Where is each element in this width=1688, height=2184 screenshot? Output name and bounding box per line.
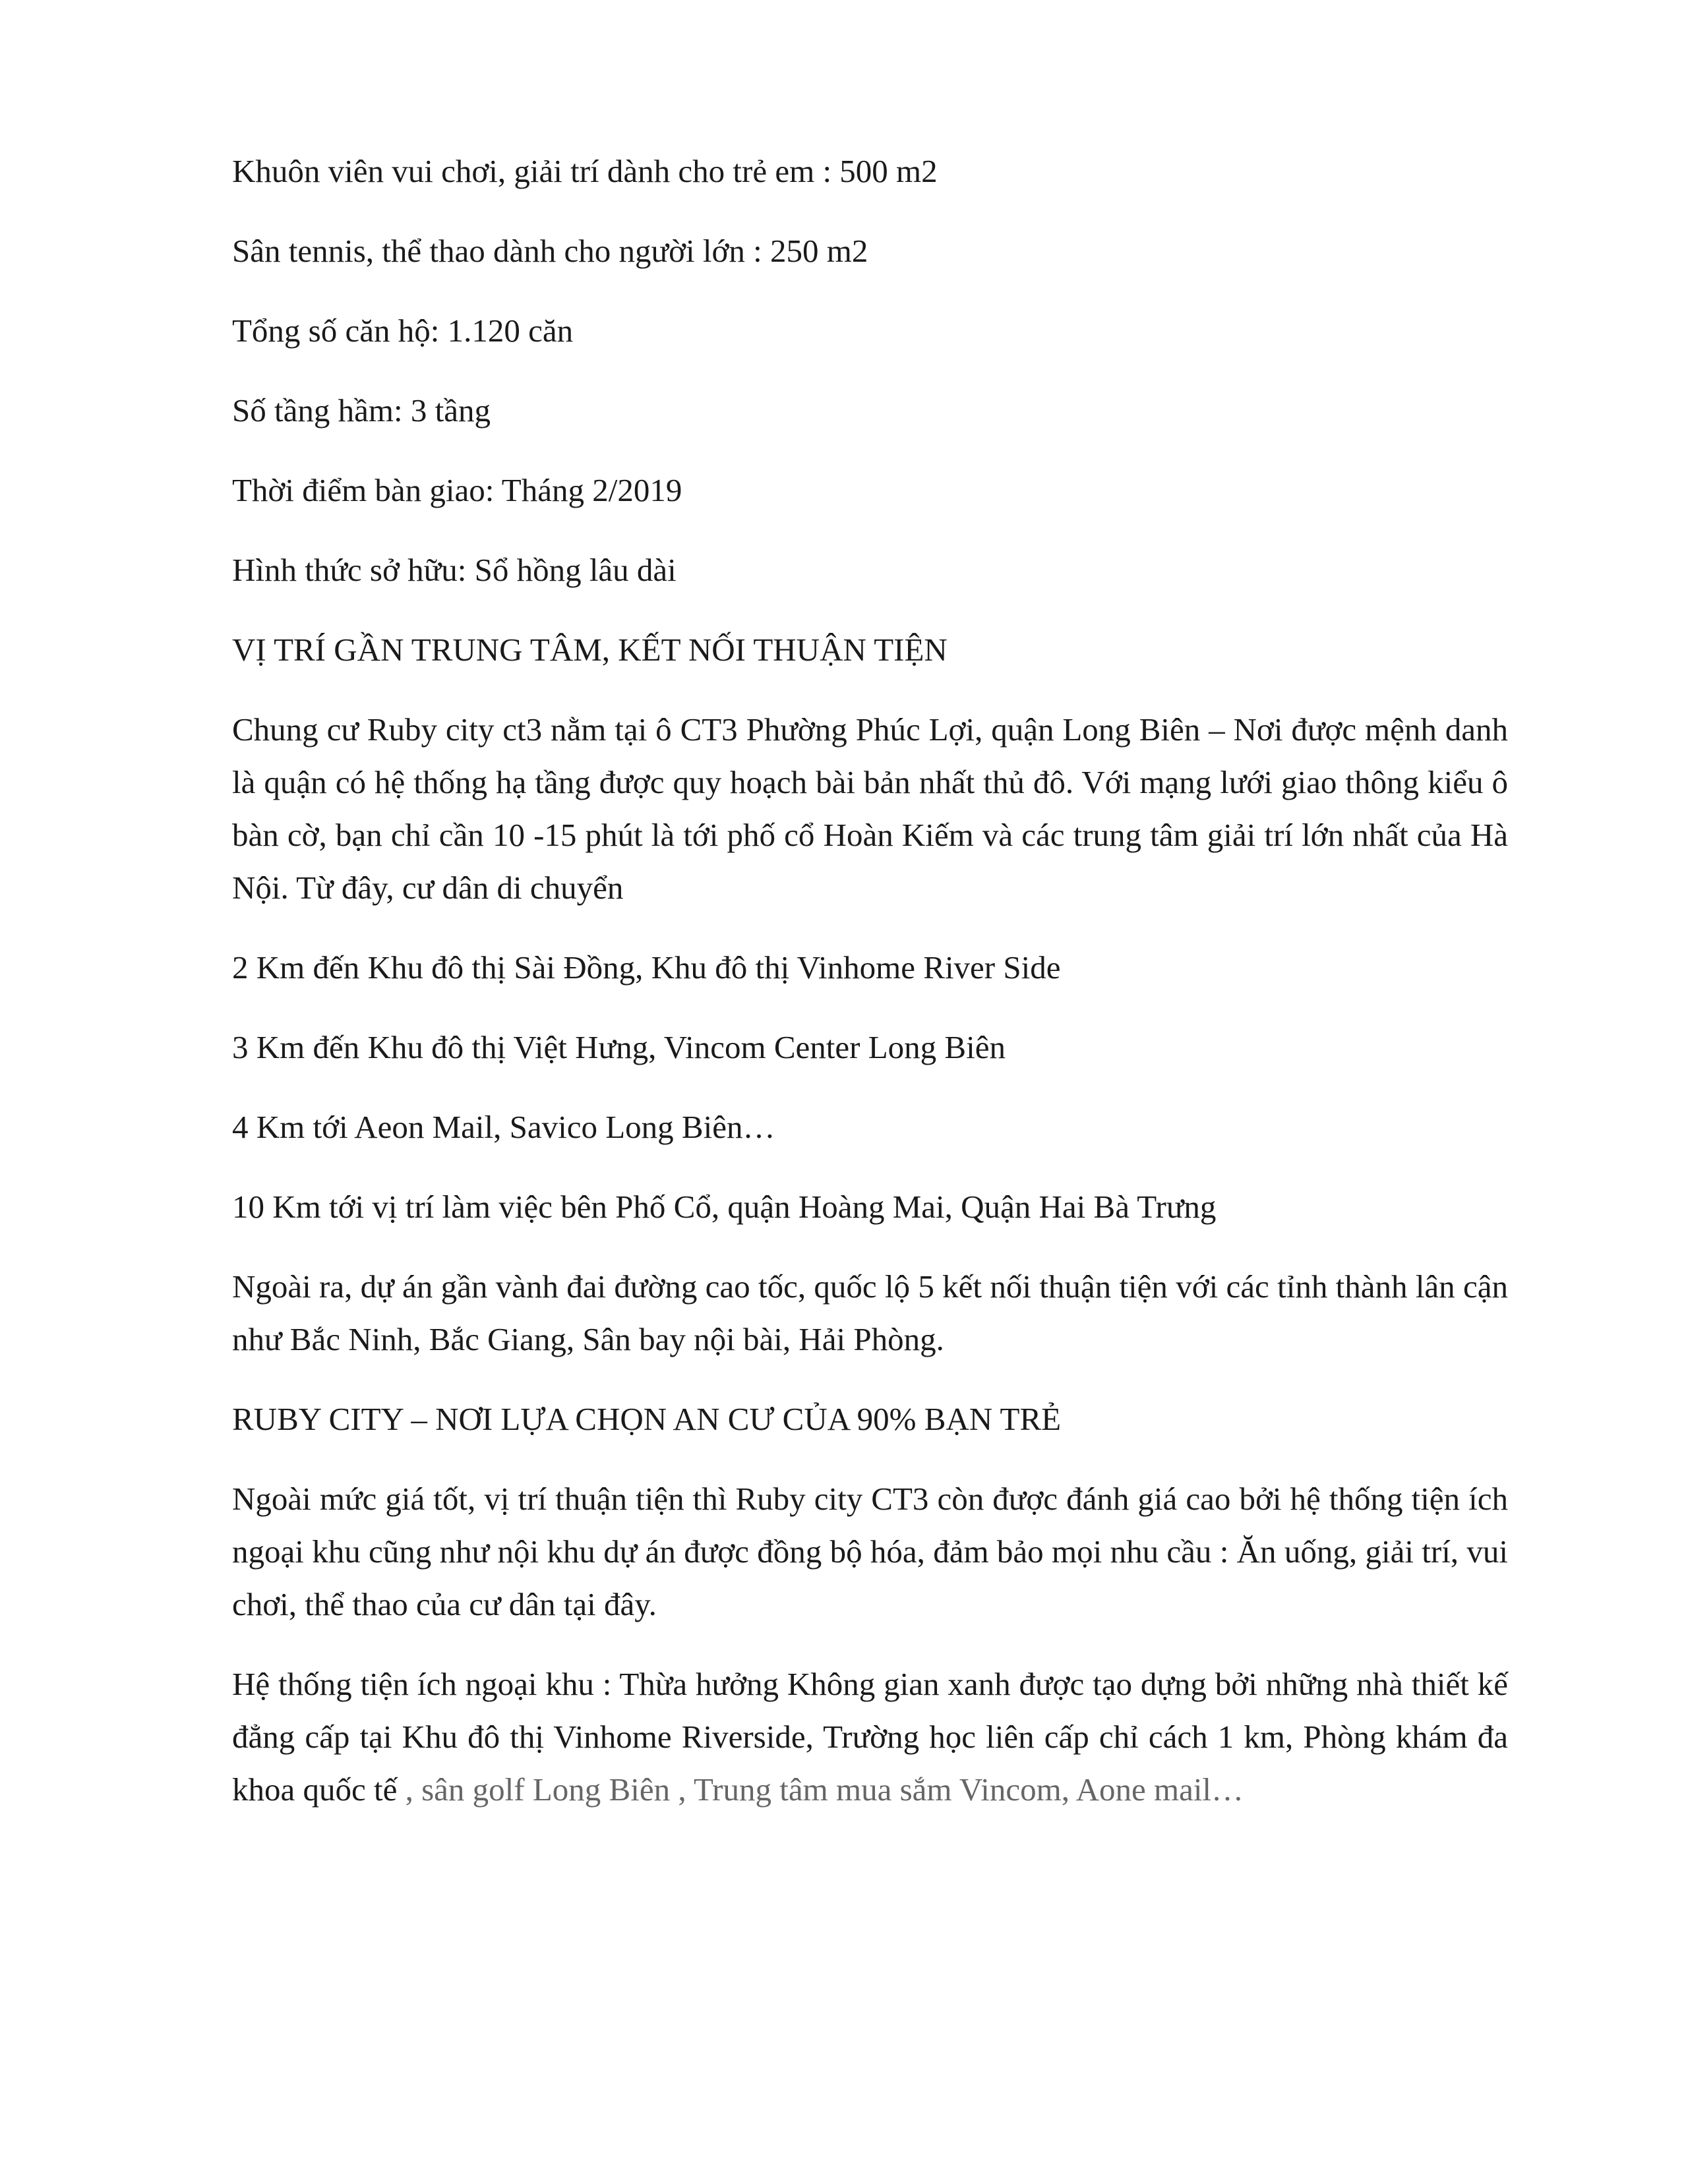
distance-2km-line: 2 Km đến Khu đô thị Sài Đồng, Khu đô thị Vinhome River Side [232, 949, 1061, 986]
play-area-line: Khuôn viên vui chơi, giải trí dành cho trẻ em : 500 m2 [232, 153, 938, 189]
total-units-line: Tổng số căn hộ: 1.120 căn [232, 312, 574, 349]
distance-4km-line: 4 Km tới Aeon Mail, Savico Long Biên… [232, 1109, 775, 1145]
distance-3km-line: 3 Km đến Khu đô thị Việt Hưng, Vincom Center Long Biên [232, 1029, 1006, 1065]
location-heading: VỊ TRÍ GẦN TRUNG TÂM, KẾT NỐI THUẬN TIỆN [232, 632, 948, 668]
ownership-line: Hình thức sở hữu: Sổ hồng lâu dài [232, 552, 677, 588]
external-amenities-text: Hệ thống tiện ích ngoại khu : Thừa hưởng Không gian xanh được tạo dựng bởi những nhà thiết kế đẳng cấp tại Khu đô thị Vinhome Riverside, Trường học liên cấp chỉ cách 1 km, Phòng khám đa khoa quốc tế [232, 1666, 1508, 1808]
external-amenities-paragraph [232, 1658, 1508, 1816]
handover-line: Thời điểm bàn giao: Tháng 2/2019 [232, 472, 682, 508]
basements-line: Số tầng hầm: 3 tầng [232, 392, 491, 428]
document-body [232, 145, 1508, 1816]
distance-10km-line: 10 Km tới vị trí làm việc bên Phố Cổ, quận Hoàng Mai, Quận Hai Bà Trưng [232, 1189, 1217, 1225]
amenities-paragraph: Ngoài mức giá tốt, vị trí thuận tiện thì Ruby city CT3 còn được đánh giá cao bởi hệ thống tiện ích ngoại khu cũng như nội khu dự án được đồng bộ hóa, đảm bảo mọi nhu cầu : Ăn uống, giải trí, vui chơi, thể thao của cư dân tại đây. [232, 1481, 1508, 1622]
tennis-line: Sân tennis, thể thao dành cho người lớn : 250 m2 [232, 233, 868, 269]
external-amenities-muted-text: , sân golf Long Biên , Trung tâm mua sắm Vincom, Aone mail… [397, 1771, 1244, 1808]
highway-paragraph: Ngoài ra, dự án gần vành đai đường cao tốc, quốc lộ 5 kết nối thuận tiện với các tỉnh thành lân cận như Bắc Ninh, Bắc Giang, Sân bay nội bài, Hải Phòng. [232, 1268, 1508, 1357]
choice-heading: RUBY CITY – NƠI LỰA CHỌN AN CƯ CỦA 90% BẠN TRẺ [232, 1401, 1062, 1437]
location-paragraph: Chung cư Ruby city ct3 nằm tại ô CT3 Phường Phúc Lợi, quận Long Biên – Nơi được mệnh danh là quận có hệ thống hạ tầng được quy hoạch bài bản nhất thủ đô. Với mạng lưới giao thông kiểu ô bàn cờ, bạn chỉ cần 10 -15 phút là tới phố cổ Hoàn Kiếm và các trung tâm giải trí lớn nhất của Hà Nội. Từ đây, cư dân di chuyển [232, 711, 1508, 906]
